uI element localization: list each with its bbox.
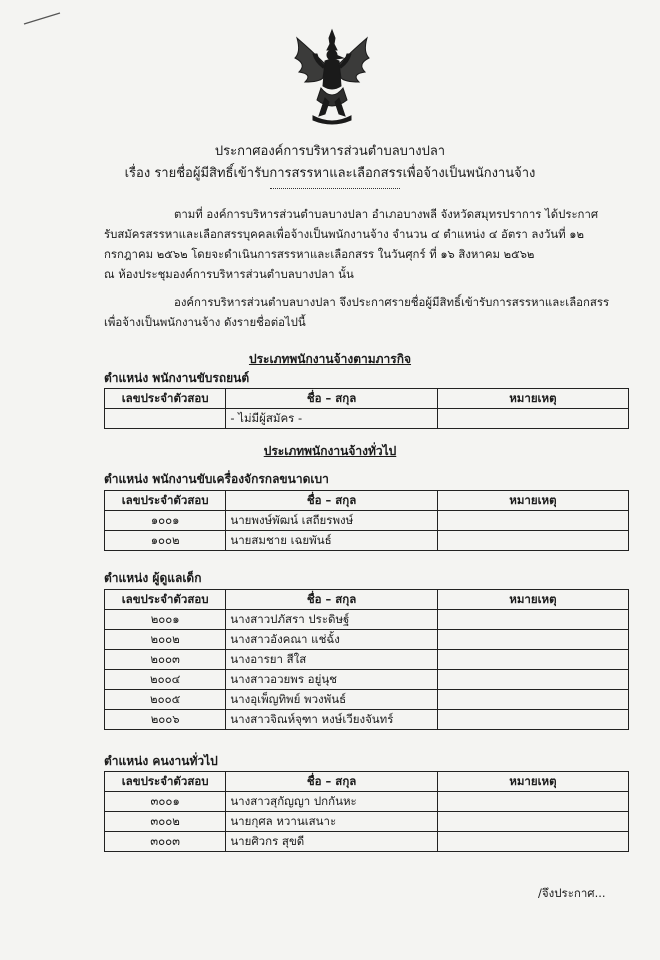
paragraph-1-line: กรกฎาคม ๒๕๖๒ โดยจะดำเนินการสรรหาและเลือกสรร ในวันศุกร์ ที่ ๑๖ สิงหาคม ๒๕๖๒: [104, 247, 535, 261]
cell-name: นายพงษ์พัฒน์ เสถียรพงษ์: [226, 511, 437, 531]
col-header-note: หมายเหตุ: [437, 590, 628, 610]
col-header-id: เลขประจำตัวสอบ: [105, 389, 226, 409]
cell-id: ๓๐๐๒: [105, 812, 226, 832]
cell-id: ๒๐๐๖: [105, 710, 226, 730]
table-driver: [104, 388, 629, 429]
cell-note: [437, 670, 628, 690]
cell-note: [437, 531, 628, 551]
cell-name: นางสาวสุกัญญา ปกกันหะ: [226, 792, 438, 812]
section-heading-general: ประเภทพนักงานจ้างทั่วไป: [263, 444, 397, 458]
cell-note: [437, 792, 628, 812]
col-header-name: ชื่อ – สกุล: [226, 491, 437, 511]
position-label-driver: ตำแหน่ง พนักงานขับรถยนต์: [104, 371, 250, 385]
cell-name: นางสาวจิณห์จุฑา หงษ์เวียงจันทร์: [226, 710, 438, 730]
cell-name: นายศิวกร สุขดี: [226, 832, 438, 852]
paragraph-1-line: รับสมัครสรรหาและเลือกสรรบุคคลเพื่อจ้างเป็นพนักงานจ้าง จำนวน ๔ ตำแหน่ง ๔ อัตรา ลงวันที่ ๑๒: [104, 227, 585, 241]
table-childcare: [104, 589, 629, 730]
table-row: [105, 630, 629, 650]
cell-note: [437, 812, 628, 832]
cell-id: ๒๐๐๒: [105, 630, 226, 650]
paragraph-1: [104, 204, 616, 284]
cell-id: ๒๐๐๓: [105, 650, 226, 670]
table-row: [105, 792, 629, 812]
position-label-machine: ตำแหน่ง พนักงานขับเครื่องจักรกลขนาดเบา: [104, 472, 329, 486]
table-general-worker: [104, 771, 629, 852]
table-row: [105, 531, 629, 551]
table-header-row: [105, 491, 629, 511]
col-header-note: หมายเหตุ: [437, 389, 628, 409]
cell-note: [437, 630, 628, 650]
cell-name: นางสาวอังคณา แช่ฉั้ง: [226, 630, 438, 650]
table-row: [105, 511, 629, 531]
garuda-emblem-icon: [291, 28, 373, 128]
cell-id: [105, 409, 226, 429]
table-row: [105, 610, 629, 630]
col-header-note: หมายเหตุ: [437, 491, 628, 511]
cell-note: [437, 610, 628, 630]
col-header-name: ชื่อ – สกุล: [226, 389, 437, 409]
table-row: [105, 690, 629, 710]
cell-id: ๑๐๐๑: [105, 511, 226, 531]
cell-id: ๓๐๐๓: [105, 832, 226, 852]
paragraph-2: [104, 292, 616, 332]
cell-id: ๓๐๐๑: [105, 792, 226, 812]
cell-name: นายสมชาย เฉยพันธ์: [226, 531, 437, 551]
cell-note: [437, 650, 628, 670]
col-header-id: เลขประจำตัวสอบ: [105, 491, 226, 511]
table-row: [105, 832, 629, 852]
section-heading-mission: ประเภทพนักงานจ้างตามภารกิจ: [248, 352, 412, 366]
dotted-separator: [270, 188, 400, 189]
cell-note: [437, 409, 628, 429]
position-label-general-worker: ตำแหน่ง คนงานทั่วไป: [104, 754, 218, 768]
cell-id: ๒๐๐๔: [105, 670, 226, 690]
paragraph-2-line: เพื่อจ้างเป็นพนักงานจ้าง ดังรายชื่อต่อไปนี้: [104, 315, 306, 329]
cell-name: นางสาวปภัสรา ประดิษฐ์: [226, 610, 438, 630]
continued-footer: /จึงประกาศ...: [538, 886, 606, 900]
table-header-row: [105, 772, 629, 792]
document-subject: เรื่อง รายชื่อผู้มีสิทธิ์เข้ารับการสรรหาและเลือกสรรเพื่อจ้างเป็นพนักงานจ้าง: [124, 166, 536, 181]
cell-note: [437, 690, 628, 710]
paragraph-2-line: องค์การบริหารส่วนตำบลบางปลา จึงประกาศรายชื่อผู้มีสิทธิ์เข้ารับการสรรหาและเลือกสรร: [174, 295, 610, 309]
cell-name: นายกุศล หวานเสนาะ: [226, 812, 438, 832]
cell-note: [437, 710, 628, 730]
table-machine: [104, 490, 629, 551]
table-header-row: [105, 590, 629, 610]
table-row: [105, 670, 629, 690]
cell-name: นางสาวอวยพร อยู่นุช: [226, 670, 438, 690]
cell-id: ๑๐๐๒: [105, 531, 226, 551]
cell-id: ๒๐๐๑: [105, 610, 226, 630]
table-row: [105, 409, 629, 429]
table-row: [105, 812, 629, 832]
col-header-name: ชื่อ – สกุล: [226, 590, 438, 610]
document-title: ประกาศองค์การบริหารส่วนตำบลบางปลา: [214, 144, 446, 159]
cell-note: [437, 511, 628, 531]
table-row: [105, 710, 629, 730]
table-row: [105, 650, 629, 670]
paragraph-1-line: ณ ห้องประชุมองค์การบริหารส่วนตำบลบางปลา นั้น: [104, 267, 354, 281]
cell-name: นางอุเพ็ญทิพย์ พวงพันธ์: [226, 690, 438, 710]
cell-name: นางอารยา สีใส: [226, 650, 438, 670]
cell-id: ๒๐๐๕: [105, 690, 226, 710]
pen-stroke-mark: [22, 10, 62, 26]
cell-name: - ไม่มีผู้สมัคร -: [226, 409, 437, 429]
paragraph-1-line: ตามที่ องค์การบริหารส่วนตำบลบางปลา อำเภอบางพลี จังหวัดสมุทรปราการ ได้ประกาศ: [174, 207, 599, 221]
col-header-note: หมายเหตุ: [437, 772, 628, 792]
col-header-name: ชื่อ – สกุล: [226, 772, 438, 792]
col-header-id: เลขประจำตัวสอบ: [105, 772, 226, 792]
position-label-childcare: ตำแหน่ง ผู้ดูแลเด็ก: [104, 571, 202, 585]
cell-note: [437, 832, 628, 852]
table-header-row: [105, 389, 629, 409]
col-header-id: เลขประจำตัวสอบ: [105, 590, 226, 610]
